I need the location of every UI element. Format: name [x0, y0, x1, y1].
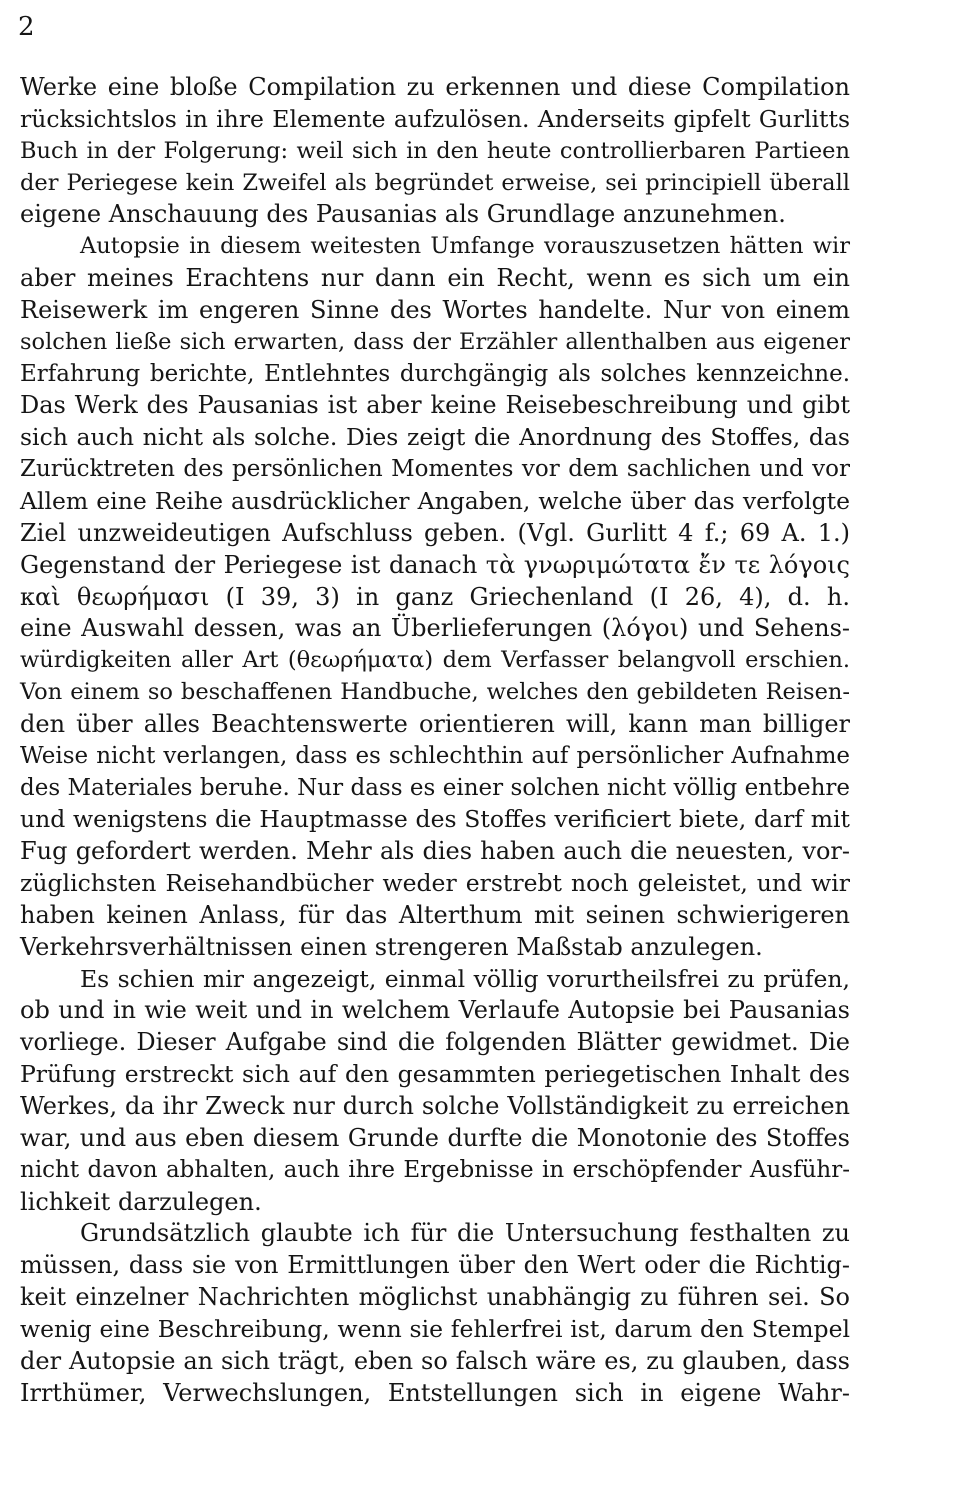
text-line: Werkes, da ihr Zweck nur durch solche Vollständigkeit zu erreichen: [20, 1092, 850, 1120]
text-line: Autopsie in diesem weitesten Umfange vorauszusetzen hätten wir: [80, 233, 850, 260]
text-line: war, und aus eben diesem Grunde durfte die Monotonie des Stoffes: [20, 1123, 850, 1152]
text-line: Werke eine bloße Compilation zu erkennen und diese Compilation: [20, 73, 850, 101]
text-line: der Autopsie an sich trägt, eben so falsch wäre es, zu glauben, dass: [20, 1346, 850, 1375]
text-line: Buch in der Folgerung: weil sich in den heute controllierbaren Partieen: [20, 137, 850, 164]
paragraph-4: [20, 1218, 850, 1409]
text-line: sich auch nicht als solche. Dies zeigt die Anordnung des Stoffes, das: [20, 423, 850, 452]
text-line: Es schien mir angezeigt, einmal völlig vorurtheilsfrei zu prüfen,: [80, 964, 850, 993]
text-line: Irrthümer, Verwechslungen, Entstellungen sich in eigene Wahr-: [20, 1378, 850, 1407]
text-line: Weise nicht verlangen, dass es schlechthin auf persönlicher Aufnahme: [20, 742, 850, 769]
text-line: Verkehrsverhältnissen einen strengeren Maßstab anzulegen.: [20, 932, 763, 961]
text-line: des Materiales beruhe. Nur dass es einer solchen nicht völlig entbehre: [20, 774, 850, 801]
text-line: rücksichtslos in ihre Elemente aufzulösen. Anderseits gipfelt Gurlitts: [20, 104, 850, 133]
paragraph-3: [20, 964, 850, 1219]
text-line: Reisewerk im engeren Sinne des Wortes handelte. Nur von einem: [20, 295, 850, 324]
text-line: aber meines Erachtens nur dann ein Recht, wenn es sich um ein: [20, 264, 850, 293]
text-line-greek: Gegenstand der Periegese ist danach τὰ γνωριμώτατα ἔν τε λόγοις: [20, 550, 850, 579]
text-line: Das Werk des Pausanias ist aber keine Reisebeschreibung und gibt: [20, 391, 850, 420]
text-line: keit einzelner Nachrichten möglichst unabhängig zu führen sei. So: [20, 1283, 850, 1312]
text-line: Erfahrung berichte, Entlehntes durchgängig als solches kennzeichne.: [20, 360, 850, 387]
body-text: [20, 72, 850, 1409]
text-line: Von einem so beschaffenen Handbuche, welches den gebildeten Reisen-: [20, 679, 850, 706]
text-line: und wenigstens die Hauptmasse des Stoffes verificiert biete, darf mit: [20, 805, 850, 834]
text-line: eine Auswahl dessen, was an Überlieferungen (λόγοι) und Sehens-: [20, 614, 850, 643]
text-line: Allem eine Reihe ausdrücklicher Angaben, welche über das verfolgte: [20, 486, 850, 515]
text-line-greek: καὶ θεωρήμασι (I 39, 3) in ganz Griechenland (I 26, 4), d. h.: [20, 582, 850, 611]
text-line: züglichsten Reisehandbücher weder erstrebt noch geleistet, und wir: [20, 869, 850, 898]
text-line: ob und in wie weit und in welchem Verlaufe Autopsie bei Pausanias: [20, 996, 850, 1025]
text-line: Zurücktreten des persönlichen Momentes vor dem sachlichen und vor: [20, 456, 850, 483]
text-line: nicht davon abhalten, auch ihre Ergebnisse in erschöpfender Ausführ-: [20, 1156, 850, 1183]
paragraph-1: [20, 72, 850, 231]
text-line: den über alles Beachtenswerte orientieren will, kann man billiger: [20, 709, 850, 738]
text-line: Fug gefordert werden. Mehr als dies haben auch die neuesten, vor-: [20, 837, 850, 866]
text-line: würdigkeiten aller Art (θεωρήματα) dem Verfasser belangvoll erschien.: [20, 647, 850, 674]
text-line: lichkeit darzulegen.: [20, 1187, 262, 1216]
text-line: Prüfung erstreckt sich auf den gesammten periegetischen Inhalt des: [20, 1060, 850, 1089]
page-number: 2: [18, 12, 35, 42]
text-line: haben keinen Anlass, für das Alterthum mit seinen schwierigeren: [20, 900, 850, 929]
text-line: der Periegese kein Zweifel als begründet erweise, sei principiell überall: [20, 169, 850, 196]
text-line: müssen, dass sie von Ermittlungen über den Wert oder die Richtig-: [20, 1251, 850, 1280]
text-line: vorliege. Dieser Aufgabe sind die folgenden Blätter gewidmet. Die: [20, 1028, 850, 1057]
text-line: Grundsätzlich glaubte ich für die Untersuchung festhalten zu: [80, 1219, 850, 1248]
text-line: eigene Anschauung des Pausanias als Grundlage anzunehmen.: [20, 200, 786, 229]
text-line: Ziel unzweideutigen Aufschluss geben. (Vgl. Gurlitt 4 f.; 69 A. 1.): [20, 518, 850, 547]
text-line: wenig eine Beschreibung, wenn sie fehlerfrei ist, darum den Stempel: [20, 1314, 850, 1343]
paragraph-2: [20, 231, 850, 963]
text-line: solchen ließe sich erwarten, dass der Erzähler allenthalben aus eigener: [20, 328, 850, 355]
